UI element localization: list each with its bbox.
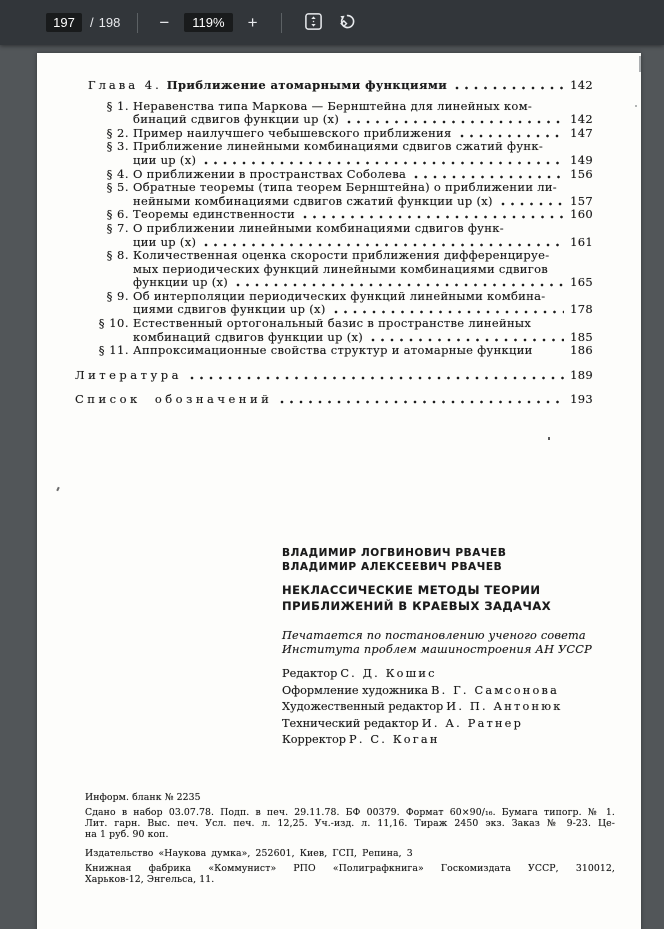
page-ref: 157	[570, 193, 593, 208]
printer-line: Книжная фабрика «Коммунист» РПО «Полиграфкнига» Госкомиздата УССР, 310012,	[85, 863, 615, 874]
pdf-toolbar	[0, 0, 664, 45]
toc-text: Естественный ортогональный базис в пространстве линейных	[133, 316, 532, 331]
toc-text: функции up (x)	[133, 275, 229, 290]
toc-entry-line	[37, 235, 641, 249]
staff-role: Технический редактор	[282, 716, 419, 730]
staff-role: Редактор	[282, 667, 338, 680]
publisher-line: Издательство «Наукова думка», 252601, Киев, ГСП, Репина, 3	[85, 848, 413, 859]
toc-text: циями сдвигов функции up (x)	[133, 302, 326, 317]
chapter-label: Глава 4.	[88, 77, 162, 92]
dot-leader	[190, 376, 564, 380]
toc-entry-line	[37, 153, 641, 167]
inform-blank-line: Информ. бланк № 2235	[85, 792, 201, 803]
section-number: § 7.	[106, 220, 129, 235]
toc-text: Аппроксимационные свойства структур и атомарные функции	[133, 343, 533, 358]
toc-entry-line	[37, 126, 641, 140]
staff-name: И. П. Антонюк	[446, 700, 563, 714]
dot-leader	[236, 283, 564, 287]
page-ref: 178	[570, 302, 593, 317]
zoom-in-button[interactable]: +	[242, 12, 264, 33]
section-number: § 8.	[106, 248, 129, 263]
page-ref: 185	[570, 329, 593, 344]
toc-text: Теоремы единственности	[133, 207, 295, 222]
toolbar-divider	[281, 13, 282, 33]
table-of-contents	[37, 78, 641, 406]
page-ref: 189	[570, 367, 593, 382]
dot-leader	[455, 86, 564, 90]
toc-text: О приближении линейными комбинациями сдвигов функ-	[133, 220, 504, 235]
toc-text: комбинаций сдвигов функции up (x)	[133, 329, 364, 344]
toc-text: Приближение линейными комбинациями сдвигов сжатий функ-	[133, 139, 544, 154]
toc-entry-line	[37, 208, 641, 222]
literatura-label: Литература	[75, 367, 182, 382]
toc-entry-line	[37, 289, 641, 303]
page-ref: 165	[570, 275, 593, 290]
staff-role: Художественный редактор	[282, 700, 444, 714]
book-title-line: НЕКЛАССИЧЕСКИЕ МЕТОДЫ ТЕОРИИ	[282, 583, 541, 597]
toc-entry-line	[37, 330, 641, 344]
print-data-block	[85, 807, 615, 840]
author-names	[282, 547, 506, 574]
toc-entry-line	[37, 194, 641, 208]
toc-entry-line	[37, 344, 641, 358]
page-ref: 186	[570, 343, 593, 358]
pdf-page	[37, 53, 641, 929]
section-number: § 3.	[106, 139, 129, 154]
toc-entry-line	[37, 262, 641, 276]
staff-name: С. Д. Кошис	[340, 667, 437, 680]
fit-to-page-icon	[304, 12, 323, 34]
toc-text: О приближении в пространствах Соболева	[133, 166, 407, 181]
toc-spisok-row	[37, 392, 641, 406]
toc-text: Пример наилучшего чебышевского приближения	[133, 125, 452, 140]
dot-leader	[204, 161, 564, 165]
rotate-counterclockwise-icon	[337, 12, 356, 34]
staff-line	[282, 732, 563, 749]
dot-leader	[303, 215, 564, 219]
toc-text: Количественная оценка скорости приближения дифференцируе-	[133, 248, 550, 263]
toc-entry-line	[37, 276, 641, 290]
print-data-line: Лит. гарн. Выс. печ. Усл. печ. л. 12,25. Уч.-изд. л. 11,16. Тираж 2450 экз. Заказ № 9-23. Це-	[85, 818, 615, 829]
page-number-input[interactable]: 197	[46, 13, 82, 32]
scan-artifact	[639, 56, 641, 72]
section-number: § 11.	[98, 343, 129, 358]
dot-leader	[347, 120, 564, 124]
staff-line	[282, 716, 563, 733]
toc-entry-line	[37, 249, 641, 263]
section-number: § 10.	[98, 316, 129, 331]
author-line: ВЛАДИМИР ЛОГВИНОВИЧ РВАЧЕВ	[282, 547, 507, 559]
printer-block	[85, 863, 615, 885]
dot-leader	[334, 310, 565, 314]
toc-text: мых периодических функций линейными комбинациями сдвигов	[133, 261, 549, 276]
section-number: § 5.	[106, 180, 129, 195]
zoom-out-button[interactable]: −	[153, 12, 175, 33]
scan-artifact	[56, 487, 60, 491]
toc-chapter-row	[37, 78, 641, 92]
toc-text: Об интерполяции периодических функций линейными комбина-	[133, 288, 546, 303]
dot-leader	[280, 400, 564, 404]
print-data-line: на 1 руб. 90 коп.	[85, 829, 169, 840]
dot-leader	[204, 243, 564, 247]
staff-role: Корректор	[282, 733, 347, 747]
toc-entry-line	[37, 99, 641, 113]
book-title-line: ПРИБЛИЖЕНИЙ В КРАЕВЫХ ЗАДАЧАХ	[282, 598, 552, 613]
page-ref: 149	[570, 152, 593, 167]
toc-text: ции up (x)	[133, 152, 197, 167]
staff-name: И. А. Ратнер	[421, 716, 524, 730]
page-ref: 160	[570, 207, 593, 222]
dot-leader	[371, 338, 564, 342]
toc-entry-line	[37, 140, 641, 154]
staff-name: Р. С. Коган	[349, 733, 440, 747]
zoom-level-input[interactable]: 119%	[184, 13, 232, 32]
rotate-button[interactable]	[335, 10, 358, 36]
approval-note	[282, 629, 592, 656]
document-viewport[interactable]	[0, 45, 664, 929]
dot-leader	[460, 134, 565, 138]
section-number: § 1.	[106, 98, 129, 113]
page-ref: 161	[570, 234, 593, 249]
toc-text: нейными комбинациями сдвигов сжатий функции up (x)	[133, 193, 493, 208]
section-number: § 6.	[106, 207, 129, 222]
toc-entry-line	[37, 316, 641, 330]
toc-text: Обратные теоремы (типа теорем Бернштейна) о приближении ли-	[133, 180, 557, 195]
book-title	[282, 583, 551, 614]
dot-leader	[414, 175, 564, 179]
approval-line: Печатается по постановлению ученого совета	[282, 629, 586, 642]
page-ref: 147	[570, 125, 593, 140]
section-number: § 4.	[106, 166, 129, 181]
toc-text: бинаций сдвигов функции up (x)	[133, 112, 340, 127]
toc-literatura-row	[37, 368, 641, 382]
page-ref: 156	[570, 166, 593, 181]
toc-entry-line	[37, 181, 641, 195]
staff-list	[282, 666, 563, 749]
toc-text: ции up (x)	[133, 234, 197, 249]
approval-line: Института проблем машиностроения АН УССР	[282, 642, 592, 656]
page-ref: 142	[570, 77, 593, 92]
section-number: § 2.	[106, 125, 129, 140]
toolbar-divider	[137, 13, 138, 33]
toc-entry-line	[37, 303, 641, 317]
scan-artifact	[548, 437, 550, 440]
spisok-label: Список обозначений	[75, 391, 273, 406]
staff-line	[282, 699, 563, 716]
toc-text: Неравенства типа Маркова — Бернштейна для линейных ком-	[133, 98, 533, 113]
staff-name: В. Г. Самсонова	[431, 683, 560, 697]
dot-leader	[501, 202, 564, 206]
author-line: ВЛАДИМИР АЛЕКСЕЕВИЧ РВАЧЕВ	[282, 560, 503, 573]
chapter-title: Приближение атомарными функциями	[166, 77, 448, 92]
page-ref: 193	[570, 391, 593, 406]
staff-line	[282, 666, 563, 683]
toc-entry-line	[37, 113, 641, 127]
staff-line	[282, 683, 563, 700]
section-number: § 9.	[106, 288, 129, 303]
page-ref: 142	[570, 112, 593, 127]
page-count-label: 198	[98, 15, 121, 30]
fit-page-button[interactable]	[302, 10, 325, 36]
page-separator: /	[90, 15, 94, 30]
toc-entry-line	[37, 221, 641, 235]
toc-entry-line	[37, 167, 641, 181]
staff-role: Оформление художника	[282, 683, 429, 697]
print-data-line: Сдано в набор 03.07.78. Подп. в печ. 29.11.78. БФ 00379. Формат 60×90/₁₆. Бумага типогр. № 1.	[85, 807, 615, 818]
printer-line: Харьков-12, Энгельса, 11.	[85, 874, 215, 885]
